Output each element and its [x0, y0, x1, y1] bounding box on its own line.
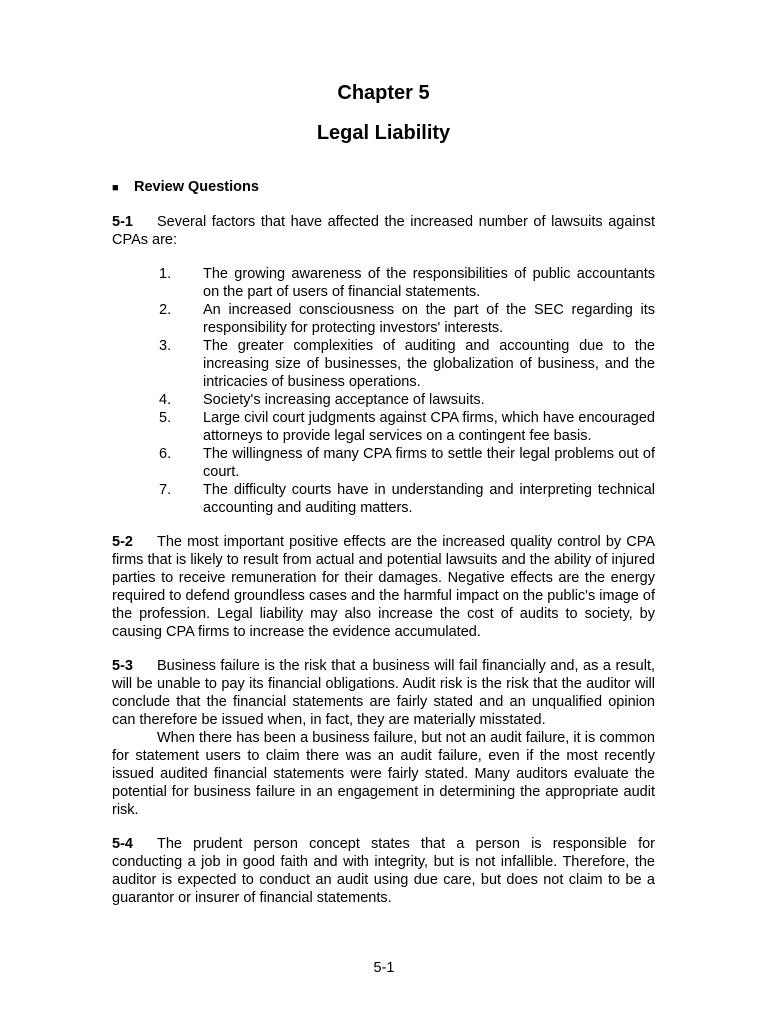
page-number: 5-1 [373, 960, 395, 976]
list-item-text: An increased consciousness on the part of the SEC regarding its responsibility for protecting investors' interests. [203, 302, 655, 336]
section-heading-text: Review Questions [134, 179, 259, 195]
question-5-1 [112, 213, 655, 249]
chapter-title: Legal Liability [316, 122, 451, 144]
list-item [112, 481, 655, 517]
list-item [112, 301, 655, 337]
question-number: 5-2 [112, 534, 133, 550]
list-item-number: 1. [159, 266, 172, 282]
list-item-text: The greater complexities of auditing and accounting due to the increasing size of businesses, the globalization of business, and the intricacies of business operations. [203, 338, 655, 390]
list-item-text: The willingness of many CPA firms to settle their legal problems out of court. [203, 446, 655, 480]
list-item [112, 409, 655, 445]
chapter-heading: Chapter 5 [337, 82, 430, 104]
list-item-number: 6. [159, 446, 172, 462]
section-heading [112, 178, 655, 197]
square-bullet-icon: ■ [112, 182, 119, 194]
list-item-text: The growing awareness of the responsibilities of public accountants on the part of users of financial statements. [203, 266, 655, 300]
question-5-3-paragraph-2: When there has been a business failure, but not an audit failure, it is common for statement users to claim there was an audit failure, even if the most recently issued audited financial statements were fairly stated. Many auditors evaluate the potential for business failure in an engagement in determining the appropriate audit risk. [112, 730, 655, 818]
question-text: Several factors that have affected the increased number of lawsuits against CPAs are: [112, 214, 655, 248]
question-number: 5-1 [112, 214, 133, 230]
question-number: 5-3 [112, 658, 133, 674]
list-item [112, 445, 655, 481]
list-item [112, 265, 655, 301]
list-item-number: 2. [159, 302, 172, 318]
question-5-4 [112, 835, 655, 907]
list-item-text: The difficulty courts have in understanding and interpreting technical accounting and auditing matters. [203, 482, 655, 516]
question-5-2 [112, 533, 655, 641]
list-item-number: 7. [159, 482, 172, 498]
question-text: The prudent person concept states that a person is responsible for conducting a job in good faith and with integrity, but is not infallible. Therefore, the auditor is expected to conduct an audit using due care, but does not claim to be a guarantor or insurer of financial statements. [112, 836, 655, 906]
list-item-text: Large civil court judgments against CPA firms, which have encouraged attorneys to provide legal services on a contingent fee basis. [203, 410, 655, 444]
question-number: 5-4 [112, 836, 133, 852]
question-text: Business failure is the risk that a business will fail financially and, as a result, will be unable to pay its financial obligations. Audit risk is the risk that the auditor will conclude that the financial statements are fairly stated and an unqualified opinion can therefore be issued when, in fact, they are materially misstated. [112, 658, 655, 728]
list-item-number: 5. [159, 410, 172, 426]
question-text: The most important positive effects are the increased quality control by CPA firms that is likely to result from actual and potential lawsuits and the ability of injured parties to receive remuneration for their damages. Negative effects are the energy required to defend groundless cases and the harmful impact on the public's image of the profession. Legal liability may also increase the cost of audits to society, by causing CPA firms to increase the evidence accumulated. [112, 534, 655, 640]
list-item-text: Society's increasing acceptance of lawsuits. [203, 392, 485, 408]
factor-list [112, 265, 655, 517]
list-item [112, 391, 655, 409]
list-item-number: 3. [159, 338, 172, 354]
question-5-3 [112, 657, 655, 729]
list-item [112, 337, 655, 391]
list-item-number: 4. [159, 392, 172, 408]
